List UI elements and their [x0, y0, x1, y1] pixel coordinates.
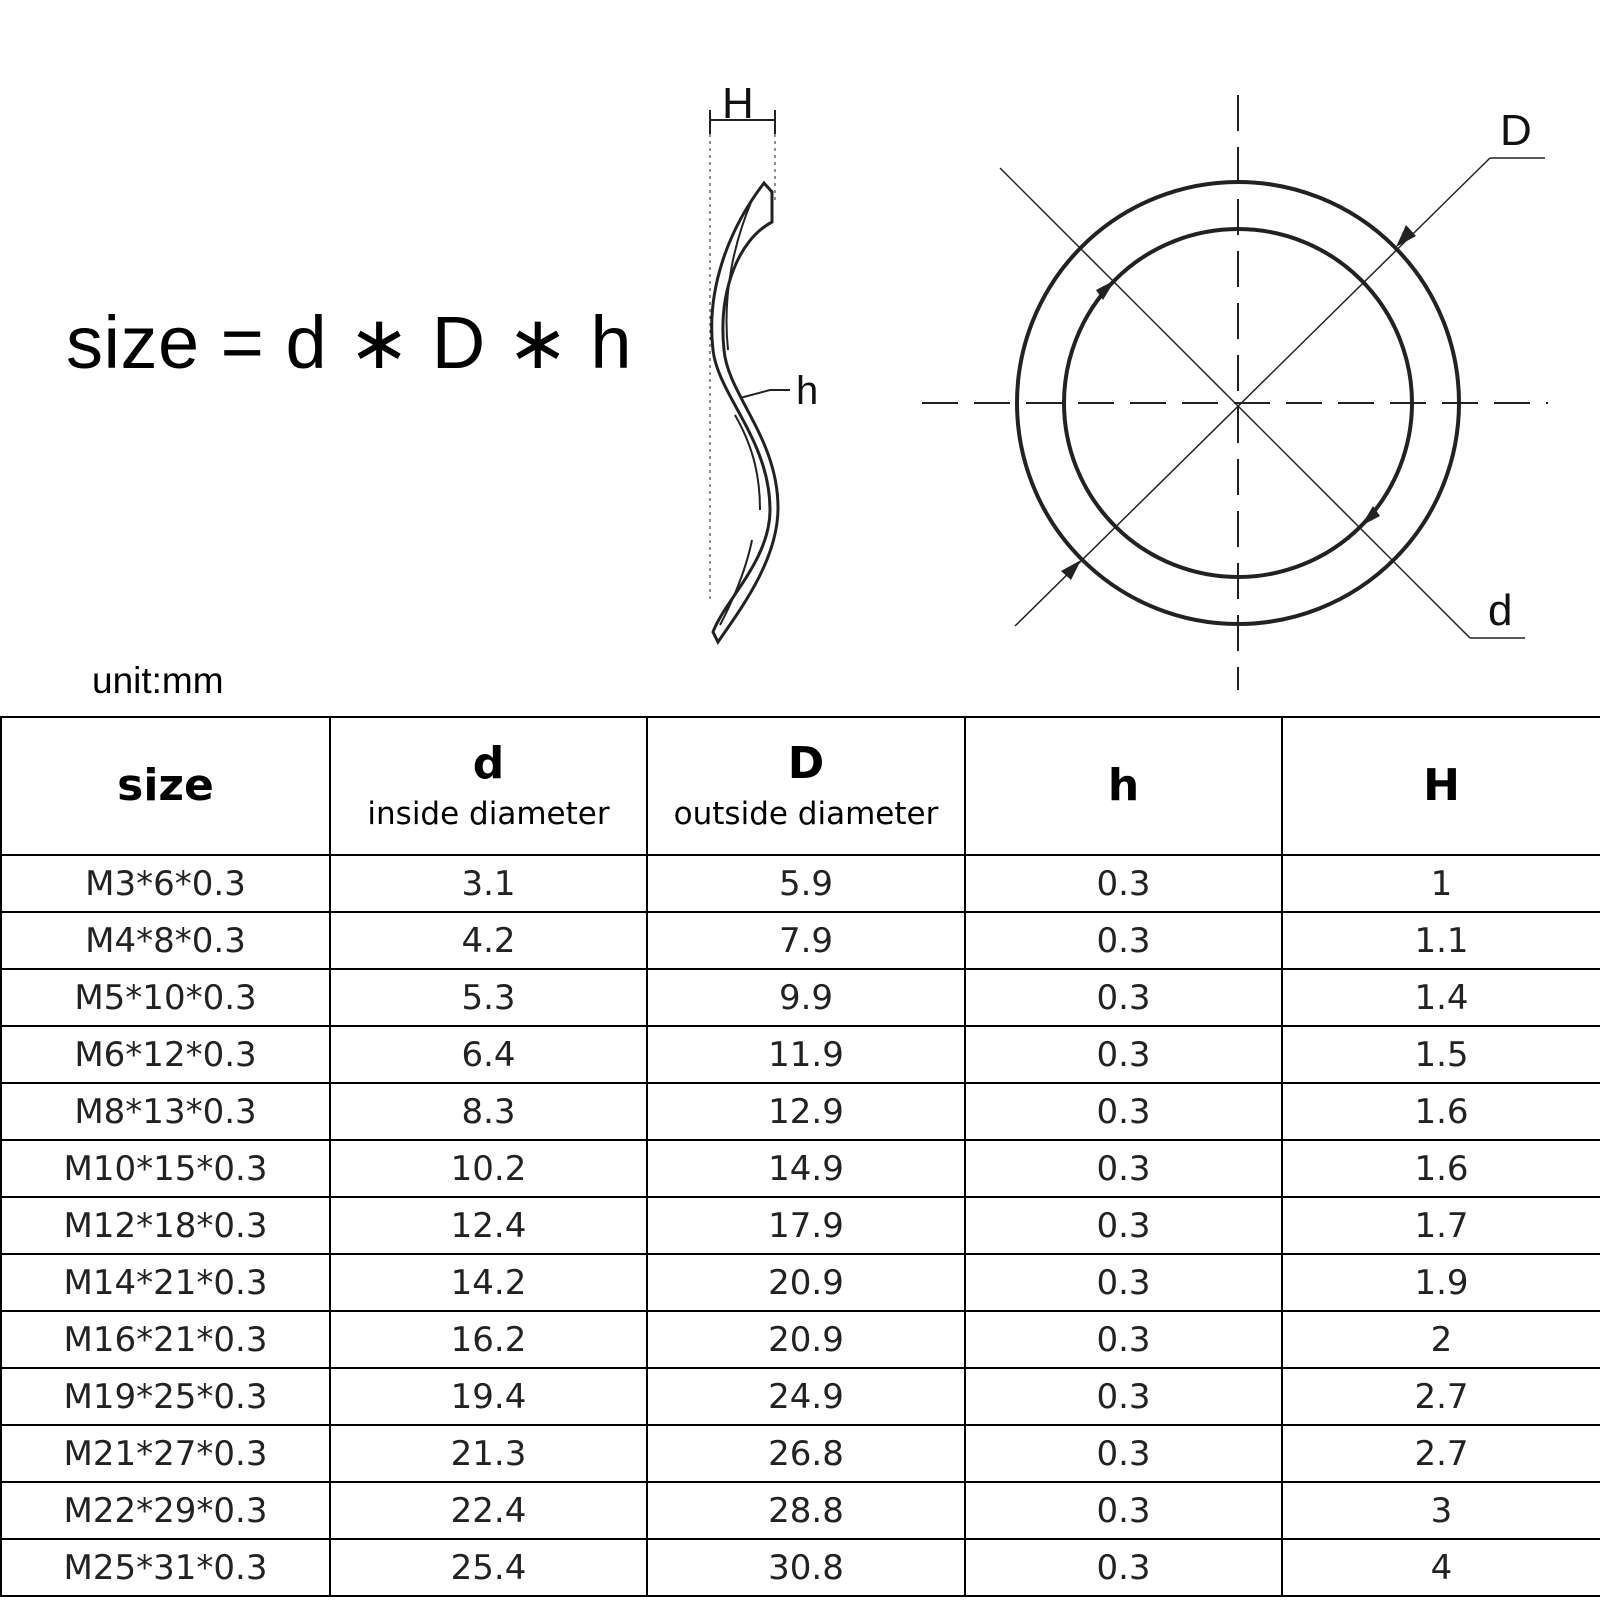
- h-cell: 0.3: [965, 969, 1282, 1026]
- table-row: [1, 1197, 1600, 1254]
- table-row: [1, 1254, 1600, 1311]
- D-cell: 26.8: [647, 1425, 965, 1482]
- d-cell: 4.2: [330, 912, 647, 969]
- header-h: h: [965, 717, 1282, 855]
- d-label: d: [1488, 586, 1513, 635]
- size-cell: M5*10*0.3: [1, 969, 330, 1026]
- d-cell: 10.2: [330, 1140, 647, 1197]
- header-d: d inside diameter: [330, 717, 647, 855]
- table-row: [1, 1083, 1600, 1140]
- size-cell: M25*31*0.3: [1, 1539, 330, 1596]
- washer-diagram: [0, 0, 1600, 700]
- d-cell: 19.4: [330, 1368, 647, 1425]
- H-cell: 1.1: [1282, 912, 1600, 969]
- formula-d: d: [285, 301, 328, 384]
- H-cell: 1.5: [1282, 1026, 1600, 1083]
- h-cell: 0.3: [965, 1197, 1282, 1254]
- size-cell: M21*27*0.3: [1, 1425, 330, 1482]
- table-row: [1, 969, 1600, 1026]
- d-cell: 5.3: [330, 969, 647, 1026]
- H-cell: 2: [1282, 1311, 1600, 1368]
- H-cell: 1.9: [1282, 1254, 1600, 1311]
- table-row: [1, 1368, 1600, 1425]
- size-cell: M10*15*0.3: [1, 1140, 330, 1197]
- H-cell: 1: [1282, 855, 1600, 912]
- wave-washer-profile: [712, 183, 778, 642]
- table-row: [1, 1311, 1600, 1368]
- formula-D: D: [431, 301, 486, 384]
- h-cell: 0.3: [965, 1083, 1282, 1140]
- d-cell: 22.4: [330, 1482, 647, 1539]
- d-cell: 25.4: [330, 1539, 647, 1596]
- H-cell: 1.4: [1282, 969, 1600, 1026]
- h-cell: 0.3: [965, 1482, 1282, 1539]
- H-cell: 3: [1282, 1482, 1600, 1539]
- h-leader-line: [740, 390, 770, 398]
- formula-multiply-2: ∗: [506, 301, 570, 384]
- spec-table: [0, 716, 1600, 1597]
- h-label: h: [796, 369, 819, 413]
- table-header-row: [1, 717, 1600, 855]
- D-cell: 9.9: [647, 969, 965, 1026]
- formula-h: h: [590, 301, 632, 384]
- d-cell: 6.4: [330, 1026, 647, 1083]
- D-label: D: [1500, 106, 1532, 155]
- D-cell: 7.9: [647, 912, 965, 969]
- d-cell: 12.4: [330, 1197, 647, 1254]
- h-cell: 0.3: [965, 1368, 1282, 1425]
- d-cell: 21.3: [330, 1425, 647, 1482]
- h-cell: 0.3: [965, 912, 1282, 969]
- table-row: [1, 1140, 1600, 1197]
- size-cell: M3*6*0.3: [1, 855, 330, 912]
- D-cell: 24.9: [647, 1368, 965, 1425]
- size-cell: M4*8*0.3: [1, 912, 330, 969]
- unit-label: unit:mm: [92, 660, 224, 701]
- H-cell: 2.7: [1282, 1425, 1600, 1482]
- h-cell: 0.3: [965, 1254, 1282, 1311]
- d-cell: 8.3: [330, 1083, 647, 1140]
- table-row: [1, 1482, 1600, 1539]
- header-size: size: [1, 717, 330, 855]
- table-row: [1, 1539, 1600, 1596]
- D-cell: 11.9: [647, 1026, 965, 1083]
- d-cell: 3.1: [330, 855, 647, 912]
- H-cell: 1.7: [1282, 1197, 1600, 1254]
- h-cell: 0.3: [965, 855, 1282, 912]
- H-cell: 1.6: [1282, 1140, 1600, 1197]
- h-cell: 0.3: [965, 1311, 1282, 1368]
- size-cell: M6*12*0.3: [1, 1026, 330, 1083]
- D-cell: 20.9: [647, 1311, 965, 1368]
- size-cell: M12*18*0.3: [1, 1197, 330, 1254]
- size-cell: M19*25*0.3: [1, 1368, 330, 1425]
- H-cell: 2.7: [1282, 1368, 1600, 1425]
- formula-size: size: [66, 301, 200, 384]
- formula-multiply-1: ∗: [348, 301, 411, 384]
- H-label: H: [722, 79, 754, 128]
- table-row: [1, 1026, 1600, 1083]
- D-cell: 12.9: [647, 1083, 965, 1140]
- D-cell: 14.9: [647, 1140, 965, 1197]
- size-cell: M16*21*0.3: [1, 1311, 330, 1368]
- h-cell: 0.3: [965, 1539, 1282, 1596]
- formula-equals: =: [220, 301, 265, 384]
- h-cell: 0.3: [965, 1140, 1282, 1197]
- D-arrow-top: [1396, 225, 1416, 247]
- h-cell: 0.3: [965, 1026, 1282, 1083]
- header-D: D outside diameter: [647, 717, 965, 855]
- H-cell: 4: [1282, 1539, 1600, 1596]
- table-row: [1, 912, 1600, 969]
- D-cell: 30.8: [647, 1539, 965, 1596]
- d-cell: 14.2: [330, 1254, 647, 1311]
- H-cell: 1.6: [1282, 1083, 1600, 1140]
- size-cell: M14*21*0.3: [1, 1254, 330, 1311]
- size-cell: M8*13*0.3: [1, 1083, 330, 1140]
- side-view: [710, 79, 818, 642]
- table-row: [1, 855, 1600, 912]
- D-cell: 20.9: [647, 1254, 965, 1311]
- size-cell: M22*29*0.3: [1, 1482, 330, 1539]
- D-cell: 17.9: [647, 1197, 965, 1254]
- header-H: H: [1282, 717, 1600, 855]
- top-view: [922, 95, 1548, 690]
- D-cell: 5.9: [647, 855, 965, 912]
- D-cell: 28.8: [647, 1482, 965, 1539]
- table-row: [1, 1425, 1600, 1482]
- h-cell: 0.3: [965, 1425, 1282, 1482]
- d-cell: 16.2: [330, 1311, 647, 1368]
